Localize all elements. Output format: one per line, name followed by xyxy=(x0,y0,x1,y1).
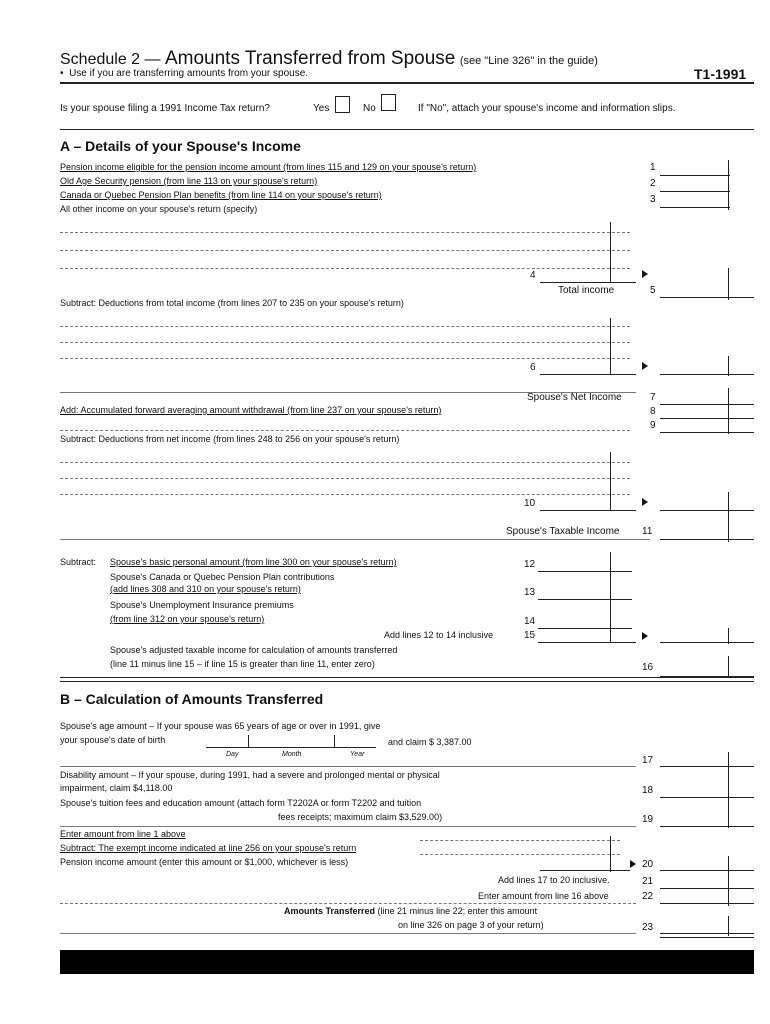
line22-label: Enter amount from line 16 above xyxy=(478,891,609,901)
line19-input[interactable] xyxy=(660,826,754,827)
line16-label-a: Spouse's adjusted taxable income for calculation of amounts transferred xyxy=(110,645,398,655)
deductions-total-label: Subtract: Deductions from total income (from lines 207 to 235 on your spouse's return) xyxy=(60,298,404,308)
section-a-divider xyxy=(60,129,754,130)
pension-amount-label: Pension income amount (enter this amount or $1,000, whichever is less) xyxy=(60,857,349,867)
line7-input[interactable] xyxy=(660,404,754,405)
line-number-15: 15 xyxy=(524,630,536,641)
year-label: Year xyxy=(350,751,365,758)
net-income-label: Spouse's Net Income xyxy=(527,392,622,403)
day-month-divider xyxy=(248,735,249,748)
form-id: T1-1991 xyxy=(694,66,747,82)
line3-label: Canada or Quebec Pension Plan benefits (from line 114 on your spouse's return) xyxy=(60,190,382,200)
arrow-right-icon xyxy=(642,362,648,370)
line-number-21: 21 xyxy=(642,876,654,887)
section-b-divider-double xyxy=(60,681,754,682)
line1-input[interactable] xyxy=(660,175,730,176)
attach-instruction: If "No", attach your spouse's income and information slips. xyxy=(418,103,676,114)
line-number-2: 2 xyxy=(650,178,656,189)
deductions-net-label: Subtract: Deductions from net income (from lines 248 to 256 on your spouse's return) xyxy=(60,434,400,444)
line14-label-a: Spouse's Unemployment Insurance premiums xyxy=(110,600,294,610)
arrow-right-icon xyxy=(630,860,636,868)
line-number-20: 20 xyxy=(642,859,654,870)
line21-label: Add lines 17 to 20 inclusive. xyxy=(498,875,610,885)
line9-input[interactable] xyxy=(660,432,754,433)
arrow-right-icon xyxy=(642,270,648,278)
arrow-right-icon xyxy=(642,498,648,506)
page-title: Amounts Transferred from Spouse xyxy=(164,48,456,69)
line-number-12: 12 xyxy=(524,559,536,570)
net-deduction-row-1[interactable] xyxy=(60,462,630,463)
age-claim-label: and claim $ 3,387.00 xyxy=(388,737,472,747)
day-label: Day xyxy=(226,751,239,758)
line6-input[interactable] xyxy=(540,374,636,375)
subtract-label: Subtract: xyxy=(60,557,97,567)
line23-divider xyxy=(728,916,729,936)
line15-total-input[interactable] xyxy=(660,642,754,643)
taxable-income-label: Spouse's Taxable Income xyxy=(506,526,620,537)
line21-input[interactable] xyxy=(660,888,754,889)
schedule-title xyxy=(60,48,598,70)
line2-input[interactable] xyxy=(660,191,730,192)
arrow-right-icon xyxy=(642,632,648,640)
no-checkbox[interactable] xyxy=(381,94,396,111)
line2-label: Old Age Security pension (from line 113 on your spouse's return) xyxy=(60,176,318,186)
deductions-divider xyxy=(610,318,611,374)
line-number-8: 8 xyxy=(650,406,656,417)
exempt-income-input[interactable] xyxy=(420,854,620,855)
line10-total-input[interactable] xyxy=(660,510,754,511)
disability-label-b: impairment, claim $4,118.00 xyxy=(60,783,173,793)
total-income-label: Total income xyxy=(558,285,615,296)
title-note: (see "Line 326" in the guide) xyxy=(459,55,598,67)
line-number-5: 5 xyxy=(650,285,656,296)
net-deduction-row-3[interactable] xyxy=(60,494,630,495)
section-b-title: B – Calculation of Amounts Transferred xyxy=(60,691,324,707)
month-year-divider xyxy=(334,735,335,748)
pension-amount-input[interactable] xyxy=(540,870,630,871)
deduction-row-2[interactable] xyxy=(60,342,630,343)
line-number-18: 18 xyxy=(642,785,654,796)
amounts-transferred-label: Amounts Transferred xyxy=(284,906,376,916)
line15-input[interactable] xyxy=(538,642,636,643)
lines10-11-divider xyxy=(728,492,729,542)
other-income-divider xyxy=(610,222,611,282)
line12-label: Spouse's basic personal amount (from line 300 on your spouse's return) xyxy=(110,557,397,567)
line20-input[interactable] xyxy=(660,870,754,871)
net-deduction-row-2[interactable] xyxy=(60,478,630,479)
line8-input[interactable] xyxy=(660,418,754,419)
line-number-11: 11 xyxy=(642,526,653,537)
lines1-3-divider xyxy=(728,160,729,210)
line23-rule xyxy=(60,933,636,934)
line6-total-input[interactable] xyxy=(660,374,754,375)
other-income-row-2[interactable] xyxy=(60,250,630,251)
enter-line1-input[interactable] xyxy=(420,840,620,841)
schedule-prefix: Schedule 2 — xyxy=(60,51,161,68)
line-number-16: 16 xyxy=(642,662,654,673)
line-number-10: 10 xyxy=(524,498,536,509)
line19-rule xyxy=(60,826,636,827)
line23-double-rule xyxy=(660,937,754,938)
line16-divider xyxy=(728,656,729,678)
line23-input[interactable] xyxy=(660,933,754,934)
disability-label-a: Disability amount – If your spouse, during 1991, had a severe and prolonged mental or physical xyxy=(60,770,440,780)
line5-divider xyxy=(728,268,729,300)
line5-input[interactable] xyxy=(660,297,754,298)
line13-label-b: (add lines 308 and 310 on your spouse's return) xyxy=(110,584,301,594)
line-number-14: 14 xyxy=(524,616,536,627)
line8-label: Add: Accumulated forward averaging amount withdrawal (from line 237 on your spouse's return) xyxy=(60,405,442,415)
line6-divider xyxy=(728,356,729,376)
pension-divider xyxy=(610,836,611,872)
line-number-22: 22 xyxy=(642,891,654,902)
no-label: No xyxy=(363,103,376,114)
line10-input[interactable] xyxy=(540,510,636,511)
line-number-3: 3 xyxy=(650,194,656,205)
lines7-9-divider xyxy=(728,388,729,434)
other-income-row-3[interactable] xyxy=(60,268,630,269)
section-a-title: A – Details of your Spouse's Income xyxy=(60,138,301,154)
line23-label-b: on line 326 on page 3 of your return) xyxy=(398,920,544,930)
line14-input[interactable] xyxy=(538,628,632,629)
birth-date-input[interactable] xyxy=(206,747,376,748)
line-number-19: 19 xyxy=(642,814,654,825)
age-amount-label-a: Spouse's age amount – If your spouse was 65 years of age or over in 1991, give xyxy=(60,721,381,731)
line14-label-b: (from line 312 on your spouse's return) xyxy=(110,614,265,624)
footer-bar xyxy=(60,950,754,974)
line22-rule xyxy=(60,903,636,904)
deduction-row-3[interactable] xyxy=(60,358,630,359)
line15-label: Add lines 12 to 14 inclusive xyxy=(384,630,494,640)
line-number-4: 4 xyxy=(530,270,536,281)
enter-line1-label: Enter amount from line 1 above xyxy=(60,829,186,839)
line-number-1: 1 xyxy=(650,162,656,173)
line18-input[interactable] xyxy=(660,797,754,798)
lines20-22-divider xyxy=(728,856,729,906)
lines17-19-divider xyxy=(728,752,729,828)
tuition-label-b: fees receipts; maximum claim $3,529.00) xyxy=(278,812,443,822)
line13-input[interactable] xyxy=(538,599,632,600)
other-income-row-1[interactable] xyxy=(60,232,630,233)
line9-rule xyxy=(60,430,630,431)
line3-input[interactable] xyxy=(660,207,730,208)
line15-divider xyxy=(728,628,729,644)
line17-input[interactable] xyxy=(660,766,754,767)
taxable-income-rule xyxy=(60,539,650,540)
line4-input[interactable] xyxy=(540,282,636,283)
line-number-6: 6 xyxy=(530,362,536,373)
yes-label: Yes xyxy=(313,103,330,114)
line17-rule xyxy=(60,766,636,767)
line22-input[interactable] xyxy=(660,903,754,904)
header-divider xyxy=(60,82,754,84)
line-number-13: 13 xyxy=(524,587,536,598)
line12-input[interactable] xyxy=(538,571,632,572)
usage-note: • Use if you are transferring amounts from your spouse. xyxy=(60,68,309,79)
deduction-row-1[interactable] xyxy=(60,326,630,327)
month-label: Month xyxy=(282,751,302,758)
line-number-7: 7 xyxy=(650,392,656,403)
age-amount-label-b: your spouse's date of birth xyxy=(60,735,166,745)
filing-question: Is your spouse filing a 1991 Income Tax return? xyxy=(60,103,270,114)
line-number-23: 23 xyxy=(642,922,654,933)
line-number-9: 9 xyxy=(650,420,656,431)
lines12-14-divider xyxy=(610,552,611,642)
line11-input[interactable] xyxy=(660,539,754,540)
section-b-divider xyxy=(60,677,754,678)
yes-checkbox[interactable] xyxy=(335,96,350,113)
line-number-17: 17 xyxy=(642,755,654,766)
line23-label-a: Amounts Transferred (line 21 minus line 22; enter this amount xyxy=(284,906,538,916)
tuition-label-a: Spouse's tuition fees and education amount (attach form T2202A or form T2202 and tuition xyxy=(60,798,422,808)
exempt-income-label: Subtract: The exempt income indicated at line 256 on your spouse's return xyxy=(60,843,357,853)
bullet-icon: • xyxy=(60,68,70,79)
other-income-label: All other income on your spouse's return (specify) xyxy=(60,204,258,214)
line13-label-a: Spouse's Canada or Quebec Pension Plan contributions xyxy=(110,572,335,582)
net-deductions-divider xyxy=(610,452,611,510)
line16-label-b: (line 11 minus line 15 – if line 15 is greater than line 11, enter zero) xyxy=(110,659,375,669)
line1-label: Pension income eligible for the pension income amount (from lines 115 and 129 on your spouse's return) xyxy=(60,162,477,172)
